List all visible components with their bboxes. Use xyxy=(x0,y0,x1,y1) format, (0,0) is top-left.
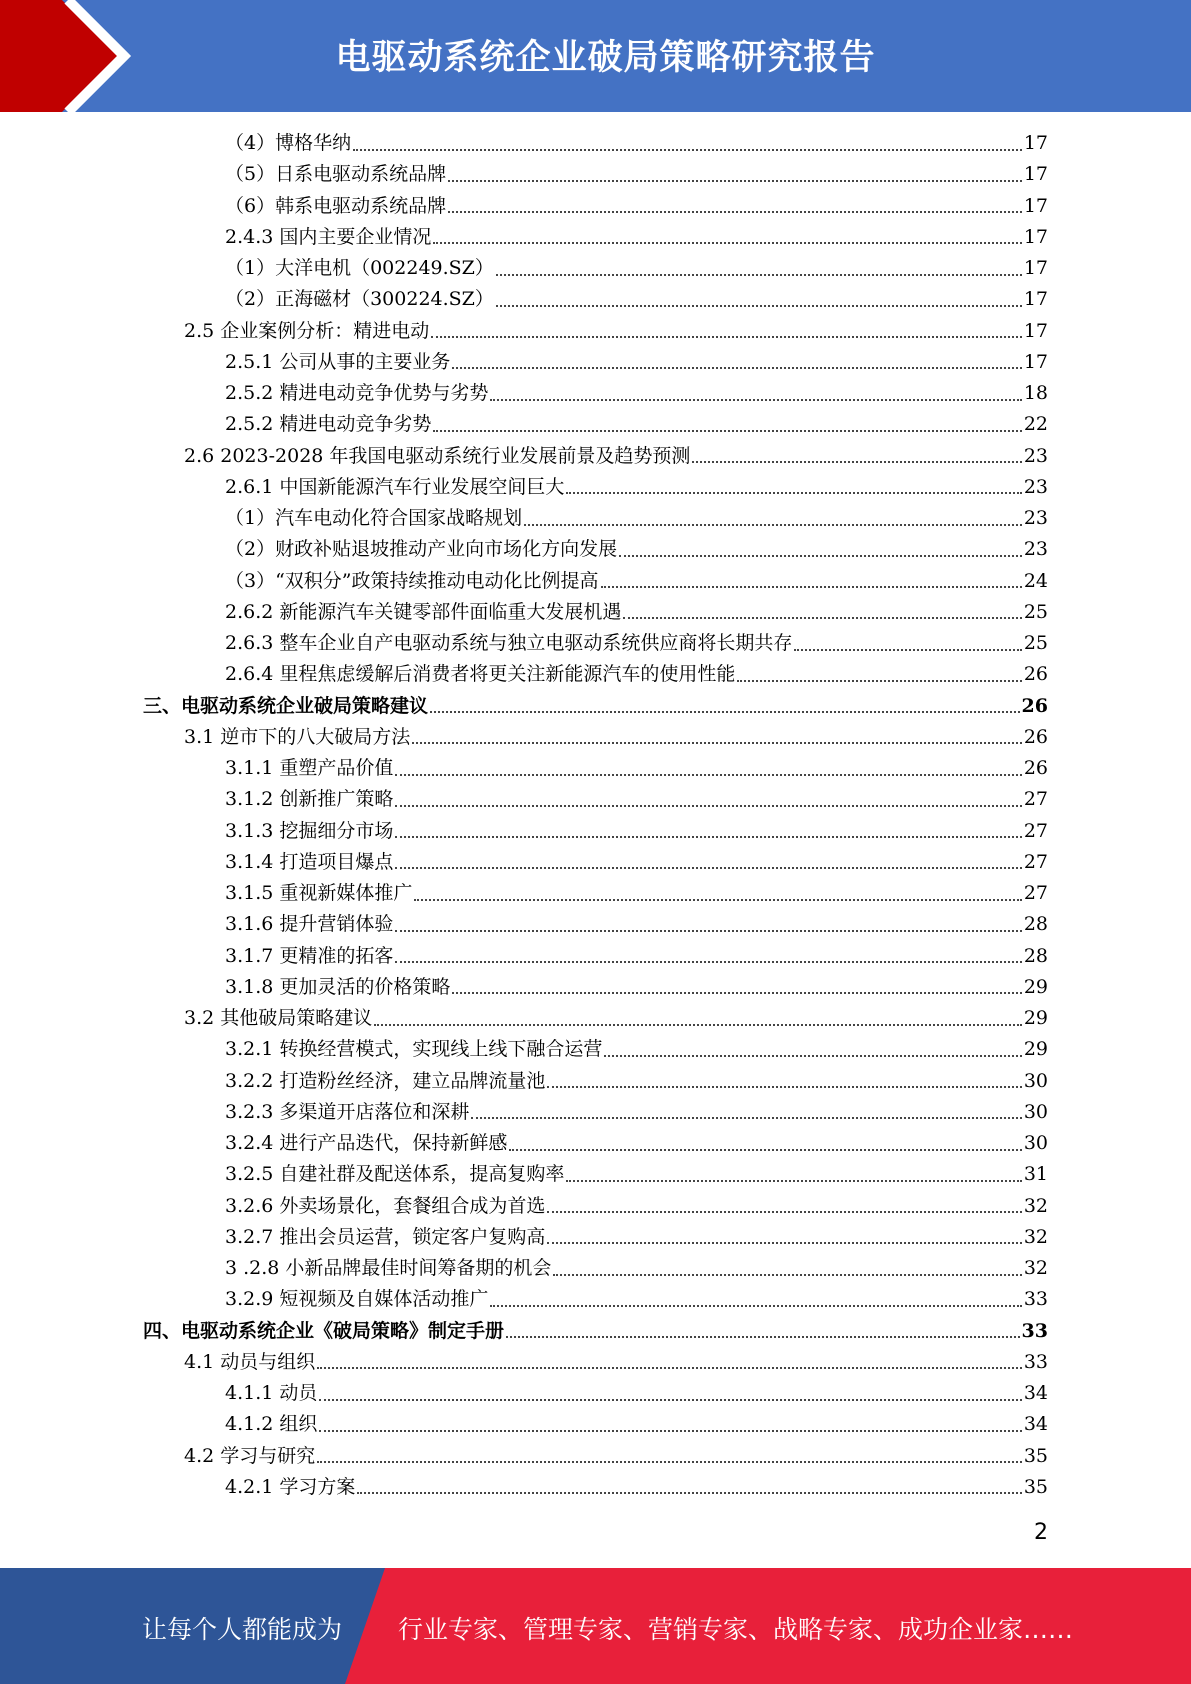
toc-entry-page: 30 xyxy=(1023,1132,1048,1154)
toc-dot-leader xyxy=(353,149,1022,151)
toc-entry[interactable] xyxy=(225,659,1048,690)
toc-dot-leader xyxy=(496,305,1022,307)
toc-entry-page: 29 xyxy=(1023,1038,1048,1061)
toc-dot-leader xyxy=(619,555,1022,557)
toc-entry[interactable] xyxy=(225,1284,1048,1315)
toc-entry[interactable] xyxy=(225,909,1048,940)
toc-entry[interactable] xyxy=(225,628,1048,659)
toc-dot-leader xyxy=(547,1086,1021,1088)
toc-entry-title: 3.2.2 打造粉丝经济，建立品牌流量池 xyxy=(225,1069,546,1092)
toc-entry[interactable] xyxy=(225,1253,1048,1284)
toc-entry[interactable] xyxy=(225,941,1048,972)
toc-entry-title: 2.6.2 新能源汽车关键零部件面临重大发展机遇 xyxy=(225,600,622,623)
toc-entry-page: 32 xyxy=(1023,1257,1048,1279)
toc-entry-page: 17 xyxy=(1023,288,1048,311)
toc-entry-title: 3.1.1 重塑产品价值 xyxy=(225,757,394,779)
toc-entry[interactable] xyxy=(225,1191,1048,1222)
toc-entry[interactable] xyxy=(225,253,1048,284)
toc-entry-title: 3.2.6 外卖场景化，套餐组合成为首选 xyxy=(225,1194,546,1217)
toc-entry-title: 2.4.3 国内主要企业情况 xyxy=(225,225,432,248)
toc-entry[interactable] xyxy=(225,128,1048,159)
toc-dot-leader xyxy=(319,1399,1021,1401)
toc-entry-title: 4.1.1 动员 xyxy=(225,1382,318,1404)
toc-entry-title: 3.1.5 重视新媒体推广 xyxy=(225,882,413,904)
toc-entry-page: 17 xyxy=(1023,163,1048,186)
toc-entry-title: 3.1 逆市下的八大破局方法 xyxy=(184,725,411,748)
toc-dot-leader xyxy=(374,1024,1022,1026)
toc-entry-page: 22 xyxy=(1023,413,1048,436)
toc-entry-title: （5）日系电驱动系统品牌 xyxy=(225,163,447,186)
toc-entry-title: 4.1.2 组织 xyxy=(225,1413,318,1436)
toc-entry[interactable] xyxy=(225,191,1048,222)
toc-entry[interactable] xyxy=(184,316,1048,347)
toc-dot-leader xyxy=(317,1367,1022,1369)
toc-dot-leader xyxy=(509,1149,1021,1151)
toc-dot-leader xyxy=(490,1305,1021,1307)
toc-entry-page: 30 xyxy=(1023,1100,1048,1123)
toc-entry-page: 26 xyxy=(1023,757,1048,779)
toc-entry[interactable] xyxy=(225,972,1048,1003)
toc-dot-leader xyxy=(604,1055,1021,1057)
toc-entry-title: 四、电驱动系统企业《破局策略》制定手册 xyxy=(143,1319,505,1342)
toc-entry[interactable] xyxy=(225,534,1048,565)
toc-entry-title: 2.5.2 精进电动竞争劣势 xyxy=(225,413,432,436)
toc-entry-page: 18 xyxy=(1023,382,1048,404)
toc-entry[interactable] xyxy=(225,1222,1048,1253)
toc-entry-page: 35 xyxy=(1023,1475,1048,1498)
toc-dot-leader xyxy=(601,586,1022,588)
toc-entry[interactable] xyxy=(225,503,1048,534)
toc-entry-page: 33 xyxy=(1023,1288,1048,1311)
toc-entry[interactable] xyxy=(225,472,1048,503)
toc-entry-title: （6）韩系电驱动系统品牌 xyxy=(225,194,447,217)
toc-dot-leader xyxy=(319,1430,1021,1432)
toc-dot-leader xyxy=(553,1274,1021,1276)
toc-dot-leader xyxy=(395,867,1021,869)
toc-entry-title: 3.1.6 提升营销体验 xyxy=(225,913,394,936)
toc-entry-title: 2.5.1 公司从事的主要业务 xyxy=(225,350,451,373)
toc-dot-leader xyxy=(692,461,1021,463)
toc-entry-page: 17 xyxy=(1023,194,1048,217)
toc-entry-title: 3.2.4 进行产品迭代，保持新鲜感 xyxy=(225,1132,508,1154)
toc-dot-leader xyxy=(490,399,1021,401)
toc-entry-page: 26 xyxy=(1023,663,1048,686)
toc-entry-page: 23 xyxy=(1023,507,1048,529)
toc-entry[interactable] xyxy=(225,784,1048,815)
toc-entry-title: 2.6.4 里程焦虑缓解后消费者将更关注新能源汽车的使用性能 xyxy=(225,663,736,686)
toc-entry[interactable] xyxy=(143,691,1048,722)
toc-entry[interactable] xyxy=(225,1472,1048,1503)
toc-dot-leader xyxy=(623,617,1021,619)
toc-entry[interactable] xyxy=(225,1378,1048,1409)
toc-entry-title: 4.1 动员与组织 xyxy=(184,1350,316,1373)
toc-entry-title: 三、电驱动系统企业破局策略建议 xyxy=(143,694,429,717)
toc-entry-page: 27 xyxy=(1023,819,1048,842)
toc-entry-page: 17 xyxy=(1023,132,1048,154)
toc-entry-page: 31 xyxy=(1023,1163,1048,1186)
toc-entry-title: （1）汽车电动化符合国家战略规划 xyxy=(225,507,523,529)
toc-entry-page: 23 xyxy=(1023,444,1048,467)
toc-dot-leader xyxy=(430,711,1020,713)
toc-entry[interactable] xyxy=(225,1128,1048,1159)
toc-entry[interactable] xyxy=(225,284,1048,315)
toc-entry-page: 27 xyxy=(1023,882,1048,904)
toc-dot-leader xyxy=(547,1242,1021,1244)
toc-entry-title: 3.1.3 挖掘细分市场 xyxy=(225,819,394,842)
toc-entry[interactable] xyxy=(225,347,1048,378)
toc-entry-title: 3.1.4 打造项目爆点 xyxy=(225,850,394,873)
toc-entry[interactable] xyxy=(225,878,1048,909)
toc-entry-title: （2）财政补贴退坡推动产业向市场化方向发展 xyxy=(225,538,618,561)
toc-entry[interactable] xyxy=(225,1097,1048,1128)
toc-entry-title: 3.2.7 推出会员运营，锁定客户复购高 xyxy=(225,1225,546,1248)
toc-entry-title: 3.1.2 创新推广策略 xyxy=(225,788,394,811)
toc-entry[interactable] xyxy=(225,1159,1048,1190)
toc-entry-title: 3.2.3 多渠道开店落位和深耕 xyxy=(225,1100,470,1123)
toc-entry[interactable] xyxy=(184,1003,1048,1034)
toc-entry-page: 32 xyxy=(1023,1194,1048,1217)
toc-entry-title: 3.1.7 更精准的拓客 xyxy=(225,944,394,967)
toc-entry[interactable] xyxy=(184,722,1048,753)
toc-entry[interactable] xyxy=(225,378,1048,409)
page-header xyxy=(0,0,1191,112)
toc-entry-title: （2）正海磁材（300224.SZ） xyxy=(225,288,494,311)
toc-dot-leader xyxy=(547,1211,1021,1213)
page-number: 2 xyxy=(1034,1520,1048,1545)
toc-dot-leader xyxy=(395,836,1021,838)
toc-dot-leader xyxy=(737,680,1021,682)
toc-entry[interactable] xyxy=(225,159,1048,190)
page-footer xyxy=(0,1568,1191,1684)
toc-entry[interactable] xyxy=(225,566,1048,597)
toc-entry-page: 27 xyxy=(1023,850,1048,873)
toc-entry[interactable] xyxy=(143,1316,1048,1347)
toc-entry-page: 25 xyxy=(1023,600,1048,623)
toc-entry-title: 3.2.5 自建社群及配送体系，提高复购率 xyxy=(225,1163,565,1186)
toc-entry-page: 26 xyxy=(1023,725,1048,748)
toc-entry-page: 34 xyxy=(1023,1413,1048,1436)
toc-entry-title: 2.6.3 整车企业自产电驱动系统与独立电驱动系统供应商将长期共存 xyxy=(225,632,793,654)
toc-dot-leader xyxy=(395,961,1021,963)
toc-entry-title: 3.1.8 更加灵活的价格策略 xyxy=(225,975,451,998)
toc-entry[interactable] xyxy=(184,1347,1048,1378)
toc-entry-title: 2.5.2 精进电动竞争优势与劣势 xyxy=(225,382,489,404)
toc-entry-page: 35 xyxy=(1023,1444,1048,1467)
report-title: 电驱动系统企业破局策略研究报告 xyxy=(335,38,876,78)
toc-entry-page: 34 xyxy=(1023,1382,1048,1404)
toc-entry[interactable] xyxy=(225,597,1048,628)
toc-entry-title: 3 .2.8 小新品牌最佳时间筹备期的机会 xyxy=(225,1257,552,1279)
toc-entry-page: 25 xyxy=(1023,632,1048,654)
toc-dot-leader xyxy=(794,649,1021,651)
toc-entry-page: 28 xyxy=(1023,913,1048,936)
toc-entry[interactable] xyxy=(184,441,1048,472)
toc-entry-page: 30 xyxy=(1023,1069,1048,1092)
toc-entry[interactable] xyxy=(225,847,1048,878)
toc-dot-leader xyxy=(452,367,1021,369)
toc-entry-page: 29 xyxy=(1023,975,1048,998)
toc-entry[interactable] xyxy=(225,816,1048,847)
toc-dot-leader xyxy=(395,805,1021,807)
toc-entry-page: 17 xyxy=(1023,225,1048,248)
toc-entry-title: 2.5 企业案例分析：精进电动 xyxy=(184,319,430,342)
toc-entry-title: 4.2.1 学习方案 xyxy=(225,1475,356,1498)
footer-slogan-left: 让每个人都能成为 xyxy=(142,1615,343,1644)
toc-dot-leader xyxy=(433,242,1021,244)
toc-entry-page: 32 xyxy=(1023,1225,1048,1248)
toc-entry-page: 23 xyxy=(1023,538,1048,561)
toc-entry[interactable] xyxy=(225,753,1048,784)
toc-entry-page: 17 xyxy=(1023,350,1048,373)
toc-entry-title: 3.2.1 转换经营模式，实现线上线下融合运营 xyxy=(225,1038,603,1061)
toc-entry[interactable] xyxy=(225,1409,1048,1440)
toc-entry-page: 28 xyxy=(1023,944,1048,967)
toc-entry[interactable] xyxy=(184,1441,1048,1472)
toc-entry-title: 2.6 2023-2028 年我国电驱动系统行业发展前景及趋势预测 xyxy=(184,444,691,467)
toc-entry-page: 23 xyxy=(1023,475,1048,498)
toc-entry[interactable] xyxy=(225,1066,1048,1097)
toc-dot-leader xyxy=(357,1492,1021,1494)
toc-entry[interactable] xyxy=(225,222,1048,253)
toc-dot-leader xyxy=(317,1461,1022,1463)
toc-entry-page: 29 xyxy=(1023,1007,1048,1029)
toc-entry-title: 2.6.1 中国新能源汽车行业发展空间巨大 xyxy=(225,475,565,498)
toc-entry-page: 26 xyxy=(1021,694,1048,717)
toc-dot-leader xyxy=(448,180,1022,182)
toc-dot-leader xyxy=(412,742,1022,744)
toc-dot-leader xyxy=(431,336,1022,338)
toc-dot-leader xyxy=(452,992,1021,994)
toc-dot-leader xyxy=(496,274,1022,276)
toc-dot-leader xyxy=(566,1180,1021,1182)
toc-entry-page: 33 xyxy=(1021,1319,1048,1342)
toc-entry-page: 27 xyxy=(1023,788,1048,811)
footer-slogan-right: 行业专家、管理专家、营销专家、战略专家、成功企业家…… xyxy=(398,1615,1074,1644)
toc-dot-leader xyxy=(433,430,1021,432)
toc-entry-title: （4）博格华纳 xyxy=(225,132,352,154)
toc-dot-leader xyxy=(471,1117,1021,1119)
toc-entry-title: 3.2 其他破局策略建议 xyxy=(184,1007,373,1029)
toc-dot-leader xyxy=(566,492,1021,494)
toc-dot-leader xyxy=(395,774,1021,776)
toc-entry-title: 4.2 学习与研究 xyxy=(184,1444,316,1467)
toc-dot-leader xyxy=(414,899,1021,901)
toc-entry-page: 17 xyxy=(1023,319,1048,342)
toc-entry-title: （1）大洋电机（002249.SZ） xyxy=(225,257,494,279)
toc-entry-page: 33 xyxy=(1023,1350,1048,1373)
toc-entry-title: （3）“双积分”政策持续推动电动化比例提高 xyxy=(225,569,599,592)
toc-dot-leader xyxy=(448,211,1022,213)
toc-entry[interactable] xyxy=(225,409,1048,440)
toc-entry[interactable] xyxy=(225,1034,1048,1065)
toc-dot-leader xyxy=(506,1336,1020,1338)
toc-entry-page: 17 xyxy=(1023,257,1048,279)
toc-entry-page: 24 xyxy=(1023,569,1048,592)
toc-dot-leader xyxy=(395,930,1021,932)
toc-entry-title: 3.2.9 短视频及自媒体活动推广 xyxy=(225,1288,489,1311)
toc-dot-leader xyxy=(524,524,1022,526)
